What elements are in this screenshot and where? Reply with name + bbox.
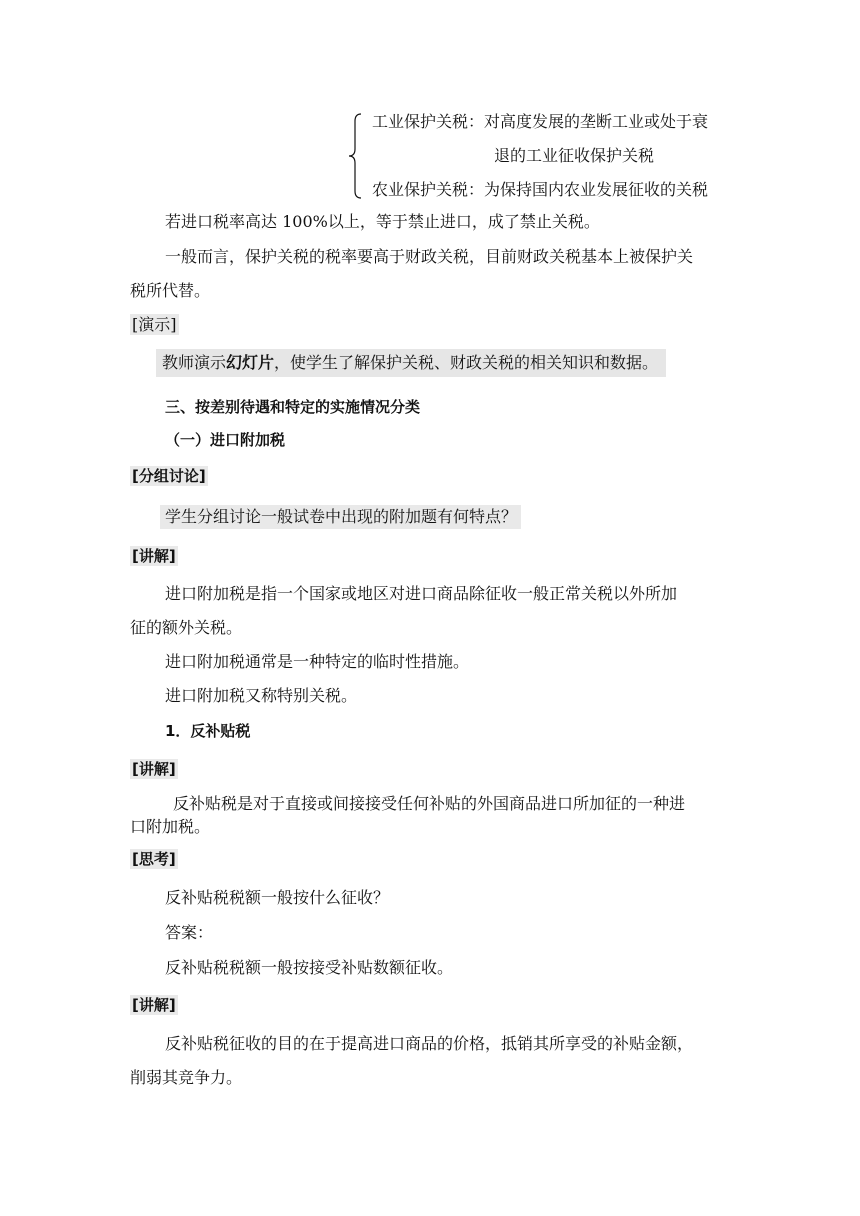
industrial-protection-text: 对高度发展的垄断工业或处于衰 [484,112,709,131]
curly-brace-icon [347,113,363,199]
paragraph-general-line-1: 一般而言，保护关税的税率要高于财政关税，目前财政关税基本上被保护关 [165,247,694,266]
explain-label-3: [讲解] [132,996,176,1014]
item-heading-countervailing-duty: 1．反补贴税 [165,722,251,740]
explain-tag-3 [130,994,178,1016]
think-question: 反补贴税税额一般按什么征收？ [165,888,390,907]
demo-text-after: ，使学生了解保护关税、财政关税的相关知识和数据。 [274,353,659,372]
explain-label-1: [讲解] [132,547,176,565]
explain1-paragraph1-line1: 进口附加税是指一个国家或地区对进口商品除征收一般正常关税以外所加 [165,584,678,603]
industrial-protection-continued: 退的工业征收保护关税 [494,146,655,165]
demo-text-before: 教师演示 [162,353,227,372]
think-answer: 反补贴税税额一般按接受补贴数额征收。 [165,958,454,977]
industrial-protection-label: 工业保护关税： [372,112,485,131]
explain2-line1: 反补贴税是对于直接或间接接受任何补贴的外国商品进口所加征的一种进 [173,794,686,813]
demo-tag-label: [演示] [132,315,177,334]
subsection-heading-import-surcharge: （一）进口附加税 [165,431,286,449]
agricultural-protection-label: 农业保护关税： [372,180,485,199]
explain1-paragraph2: 进口附加税通常是一种特定的临时性措施。 [165,652,470,671]
think-tag [130,848,178,870]
agricultural-protection-line [372,180,708,200]
think-answer-label: 答案： [165,923,214,942]
industrial-protection-line [372,112,708,132]
explain2-line2: 口附加税。 [130,817,211,836]
explain1-paragraph3: 进口附加税又称特别关税。 [165,686,358,705]
group-discussion-text: 学生分组讨论一般试卷中出现的附加题有何特点？ [160,505,521,529]
think-label: [思考] [132,850,176,868]
group-discussion-tag [130,465,208,487]
demo-highlight-box [156,349,666,377]
demo-tag [130,314,179,336]
group-discussion-label: [分组讨论] [132,467,206,485]
section-heading-3: 三、按差别待遇和特定的实施情况分类 [165,398,421,416]
explain3-line2: 削弱其竞争力。 [130,1068,243,1087]
explain1-paragraph1-line2: 征的额外关税。 [130,618,243,637]
explain-tag-2 [130,758,178,780]
explain-label-2: [讲解] [132,760,176,778]
paragraph-prohibitive-tariff: 若进口税率高达 100%以上，等于禁止进口，成了禁止关税。 [165,212,600,231]
demo-text-emphasis: 幻灯片 [226,353,275,372]
explain-tag-1 [130,545,178,567]
agricultural-protection-text: 为保持国内农业发展征收的关税 [484,180,709,199]
paragraph-general-line-2: 税所代替。 [130,281,211,300]
explain3-line1: 反补贴税征收的目的在于提高进口商品的价格，抵销其所享受的补贴金额， [165,1034,694,1053]
